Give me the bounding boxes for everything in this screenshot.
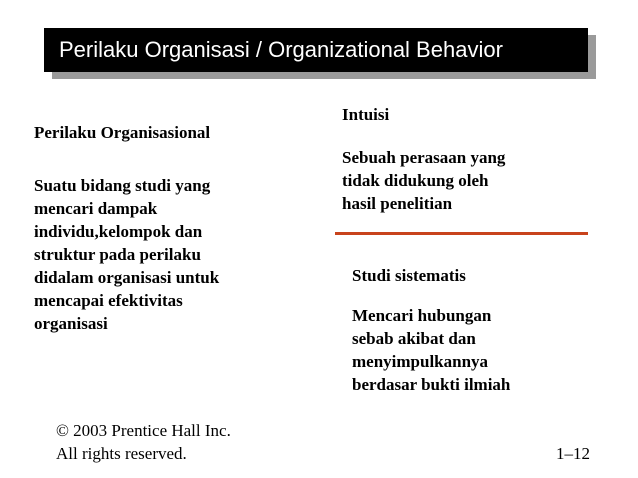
intuisi-heading: Intuisi	[342, 105, 390, 124]
copyright-notice	[56, 419, 231, 465]
intuisi-line: Sebuah perasaan yang	[342, 148, 506, 167]
studi-line: Mencari hubungan	[352, 306, 492, 325]
section-divider	[335, 232, 588, 235]
page-number: 1–12	[556, 444, 590, 463]
intuisi-definition	[342, 146, 505, 215]
left-line: struktur pada perilaku	[34, 245, 201, 264]
studi-definition	[352, 304, 510, 396]
studi-line: menyimpulkannya	[352, 352, 489, 371]
studi-line: berdasar bukti ilmiah	[352, 375, 511, 394]
intuisi-line: hasil penelitian	[342, 194, 453, 213]
left-line: mencapai efektivitas	[34, 291, 183, 310]
rights-line: All rights reserved.	[56, 444, 187, 463]
intuisi-line: tidak didukung oleh	[342, 171, 489, 190]
left-line: didalam organisasi untuk	[34, 268, 220, 287]
left-line: mencari dampak	[34, 199, 158, 218]
left-line: individu,kelompok dan	[34, 222, 203, 241]
left-line: organisasi	[34, 314, 108, 333]
left-line: Suatu bidang studi yang	[34, 176, 211, 195]
studi-line: sebab akibat dan	[352, 329, 476, 348]
left-heading: Perilaku Organisasional	[34, 123, 211, 142]
studi-heading: Studi sistematis	[352, 266, 466, 285]
left-definition	[34, 174, 304, 335]
slide-title: Perilaku Organisasi / Organizational Behavior	[44, 28, 588, 72]
copyright-line: © 2003 Prentice Hall Inc.	[56, 421, 231, 440]
